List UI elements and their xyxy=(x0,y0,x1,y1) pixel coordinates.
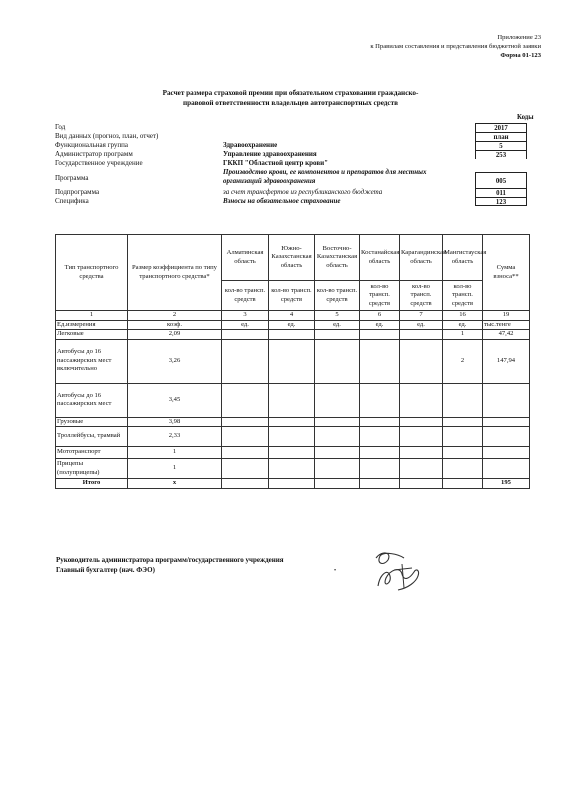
col-header-region: Костанайская область xyxy=(360,235,400,281)
info-code: 123 xyxy=(475,197,527,206)
vehicle-type: Автобусы до 16 пассажирских мест xyxy=(56,383,128,417)
col-header-coef: Размер коэффициента по типу транспортного средства* xyxy=(128,235,222,311)
col-number: 19 xyxy=(483,311,530,321)
title-line-2: правовой ответственности владельцев автотранспортных средств xyxy=(182,99,399,107)
col-number: 7 xyxy=(400,311,443,321)
table-header-row xyxy=(56,235,530,281)
total-coef: х xyxy=(128,479,222,489)
vehicle-type: Троллейбусы, трамвай xyxy=(56,427,128,447)
appendix-label: Приложение 23 xyxy=(497,34,541,41)
unit-cell: Ед.измерения xyxy=(56,320,128,330)
table-row xyxy=(56,427,530,447)
coef-value: 1 xyxy=(128,447,222,459)
col-subheader: кол-во трансп. средств xyxy=(443,281,483,311)
table-row xyxy=(56,459,530,479)
mangistau-count xyxy=(443,427,483,447)
vehicle-type: Прицепы (полуприцепы) xyxy=(56,459,128,479)
coef-value: 2,33 xyxy=(128,427,222,447)
info-row-institution xyxy=(55,159,530,168)
unit-cell: коэф. xyxy=(128,320,222,330)
form-header xyxy=(370,33,541,60)
col-number: 16 xyxy=(443,311,483,321)
info-label: Подпрограмма xyxy=(55,188,100,196)
vehicle-type: Грузовые xyxy=(56,417,128,427)
total-label: Итого xyxy=(56,479,128,489)
info-value: ГККП "Областной центр крови" xyxy=(223,159,329,167)
sum-value xyxy=(483,447,530,459)
title-line-1: Расчет размера страховой премии при обязательном страховании гражданско- xyxy=(162,89,419,97)
table-unit-row xyxy=(56,320,530,330)
col-header-region: Карагандинская область xyxy=(400,235,443,281)
info-label: Вид данных (прогноз, план, отчет) xyxy=(55,132,159,140)
info-label: Год xyxy=(55,123,66,131)
col-subheader: кол-во трансп. средств xyxy=(400,281,443,311)
table-row xyxy=(56,417,530,427)
info-code: 005 xyxy=(475,172,527,188)
col-subheader: кол-во трансп. средств xyxy=(269,281,315,311)
mangistau-count: 2 xyxy=(443,339,483,383)
info-row-year xyxy=(55,123,530,132)
total-mangistau xyxy=(443,479,483,489)
coef-value: 3,98 xyxy=(128,417,222,427)
info-value: Производство крови, ее компонентов и препаратов для местных организаций здравоохранения xyxy=(223,168,427,185)
unit-cell: ед. xyxy=(269,320,315,330)
info-block xyxy=(55,123,530,206)
form-number: Форма 01-123 xyxy=(500,52,541,59)
coef-value: 3,45 xyxy=(128,383,222,417)
table-row xyxy=(56,339,530,383)
handwritten-signature xyxy=(368,548,430,594)
col-header-sum: Сумма взноса** xyxy=(483,235,530,311)
unit-cell: ед. xyxy=(360,320,400,330)
info-row-data-type xyxy=(55,132,530,141)
info-value: за счет трансфертов из республиканского бюджета xyxy=(223,188,383,196)
col-subheader: кол-во трансп. средств xyxy=(360,281,400,311)
codes-header: Коды xyxy=(517,114,534,121)
table-total-row xyxy=(56,479,530,489)
info-label: Функциональная группа xyxy=(55,141,128,149)
signature-mark: • xyxy=(334,568,337,574)
info-row-functional-group xyxy=(55,141,530,150)
info-row-subprogram xyxy=(55,188,530,197)
table-number-row xyxy=(56,311,530,321)
signature-block xyxy=(56,555,284,575)
col-number: 2 xyxy=(128,311,222,321)
info-label: Администратор программ xyxy=(55,150,133,158)
info-label: Специфика xyxy=(55,197,89,205)
info-code: план xyxy=(475,132,527,141)
info-value: Здравоохранение xyxy=(223,141,278,149)
col-header-type: Тип транспортного средства xyxy=(56,235,128,311)
col-header-region: Мангистауская область xyxy=(443,235,483,281)
info-row-administrator xyxy=(55,150,530,159)
total-sum: 195 xyxy=(483,479,530,489)
mangistau-count: 1 xyxy=(443,330,483,340)
col-subheader: кол-во трансп. средств xyxy=(222,281,269,311)
info-label: Государственное учреждение xyxy=(55,159,143,167)
col-number: 3 xyxy=(222,311,269,321)
col-number: 1 xyxy=(56,311,128,321)
col-subheader: кол-во трансп. средств xyxy=(315,281,360,311)
insurance-premium-table xyxy=(55,234,530,489)
sum-value xyxy=(483,459,530,479)
unit-cell: ед. xyxy=(222,320,269,330)
coef-value: 3,26 xyxy=(128,339,222,383)
sum-value: 147,94 xyxy=(483,339,530,383)
head-signature-label: Руководитель администратора программ/государственного учреждения xyxy=(56,556,284,564)
unit-cell: ед. xyxy=(315,320,360,330)
col-header-region: Алматинская область xyxy=(222,235,269,281)
unit-cell: тыс.тенге xyxy=(483,320,530,330)
info-row-specifics xyxy=(55,197,530,206)
unit-cell: ед. xyxy=(443,320,483,330)
mangistau-count xyxy=(443,459,483,479)
table-row xyxy=(56,330,530,340)
col-number: 6 xyxy=(360,311,400,321)
info-label: Программа xyxy=(55,174,89,182)
vehicle-type: Мототранспорт xyxy=(56,447,128,459)
sum-value xyxy=(483,417,530,427)
info-code: 5 xyxy=(475,141,527,150)
document-title xyxy=(0,88,581,108)
info-row-program xyxy=(55,168,530,188)
table-row xyxy=(56,447,530,459)
sum-value xyxy=(483,383,530,417)
sum-value xyxy=(483,427,530,447)
vehicle-type: Легковые xyxy=(56,330,128,340)
info-code: 253 xyxy=(475,150,527,159)
mangistau-count xyxy=(443,383,483,417)
rules-label: к Правилам составления и представления бюджетной заявки xyxy=(370,43,541,50)
accountant-signature-label: Главный бухгалтер (нач. ФЭО) xyxy=(56,566,155,574)
mangistau-count xyxy=(443,417,483,427)
unit-cell: ед. xyxy=(400,320,443,330)
info-code: 2017 xyxy=(475,123,527,132)
col-number: 5 xyxy=(315,311,360,321)
vehicle-type: Автобусы до 16 пассажирских мест включительно xyxy=(56,339,128,383)
sum-value: 47,42 xyxy=(483,330,530,340)
coef-value: 2,09 xyxy=(128,330,222,340)
table-row xyxy=(56,383,530,417)
mangistau-count xyxy=(443,447,483,459)
col-number: 4 xyxy=(269,311,315,321)
info-value: Взносы на обязательное страхование xyxy=(223,197,341,205)
col-header-region: Восточно-Казахстанская область xyxy=(315,235,360,281)
info-value: Управление здравоохранения xyxy=(223,150,317,158)
col-header-region: Южно-Казахстанская область xyxy=(269,235,315,281)
coef-value: 1 xyxy=(128,459,222,479)
info-code: 011 xyxy=(475,188,527,197)
